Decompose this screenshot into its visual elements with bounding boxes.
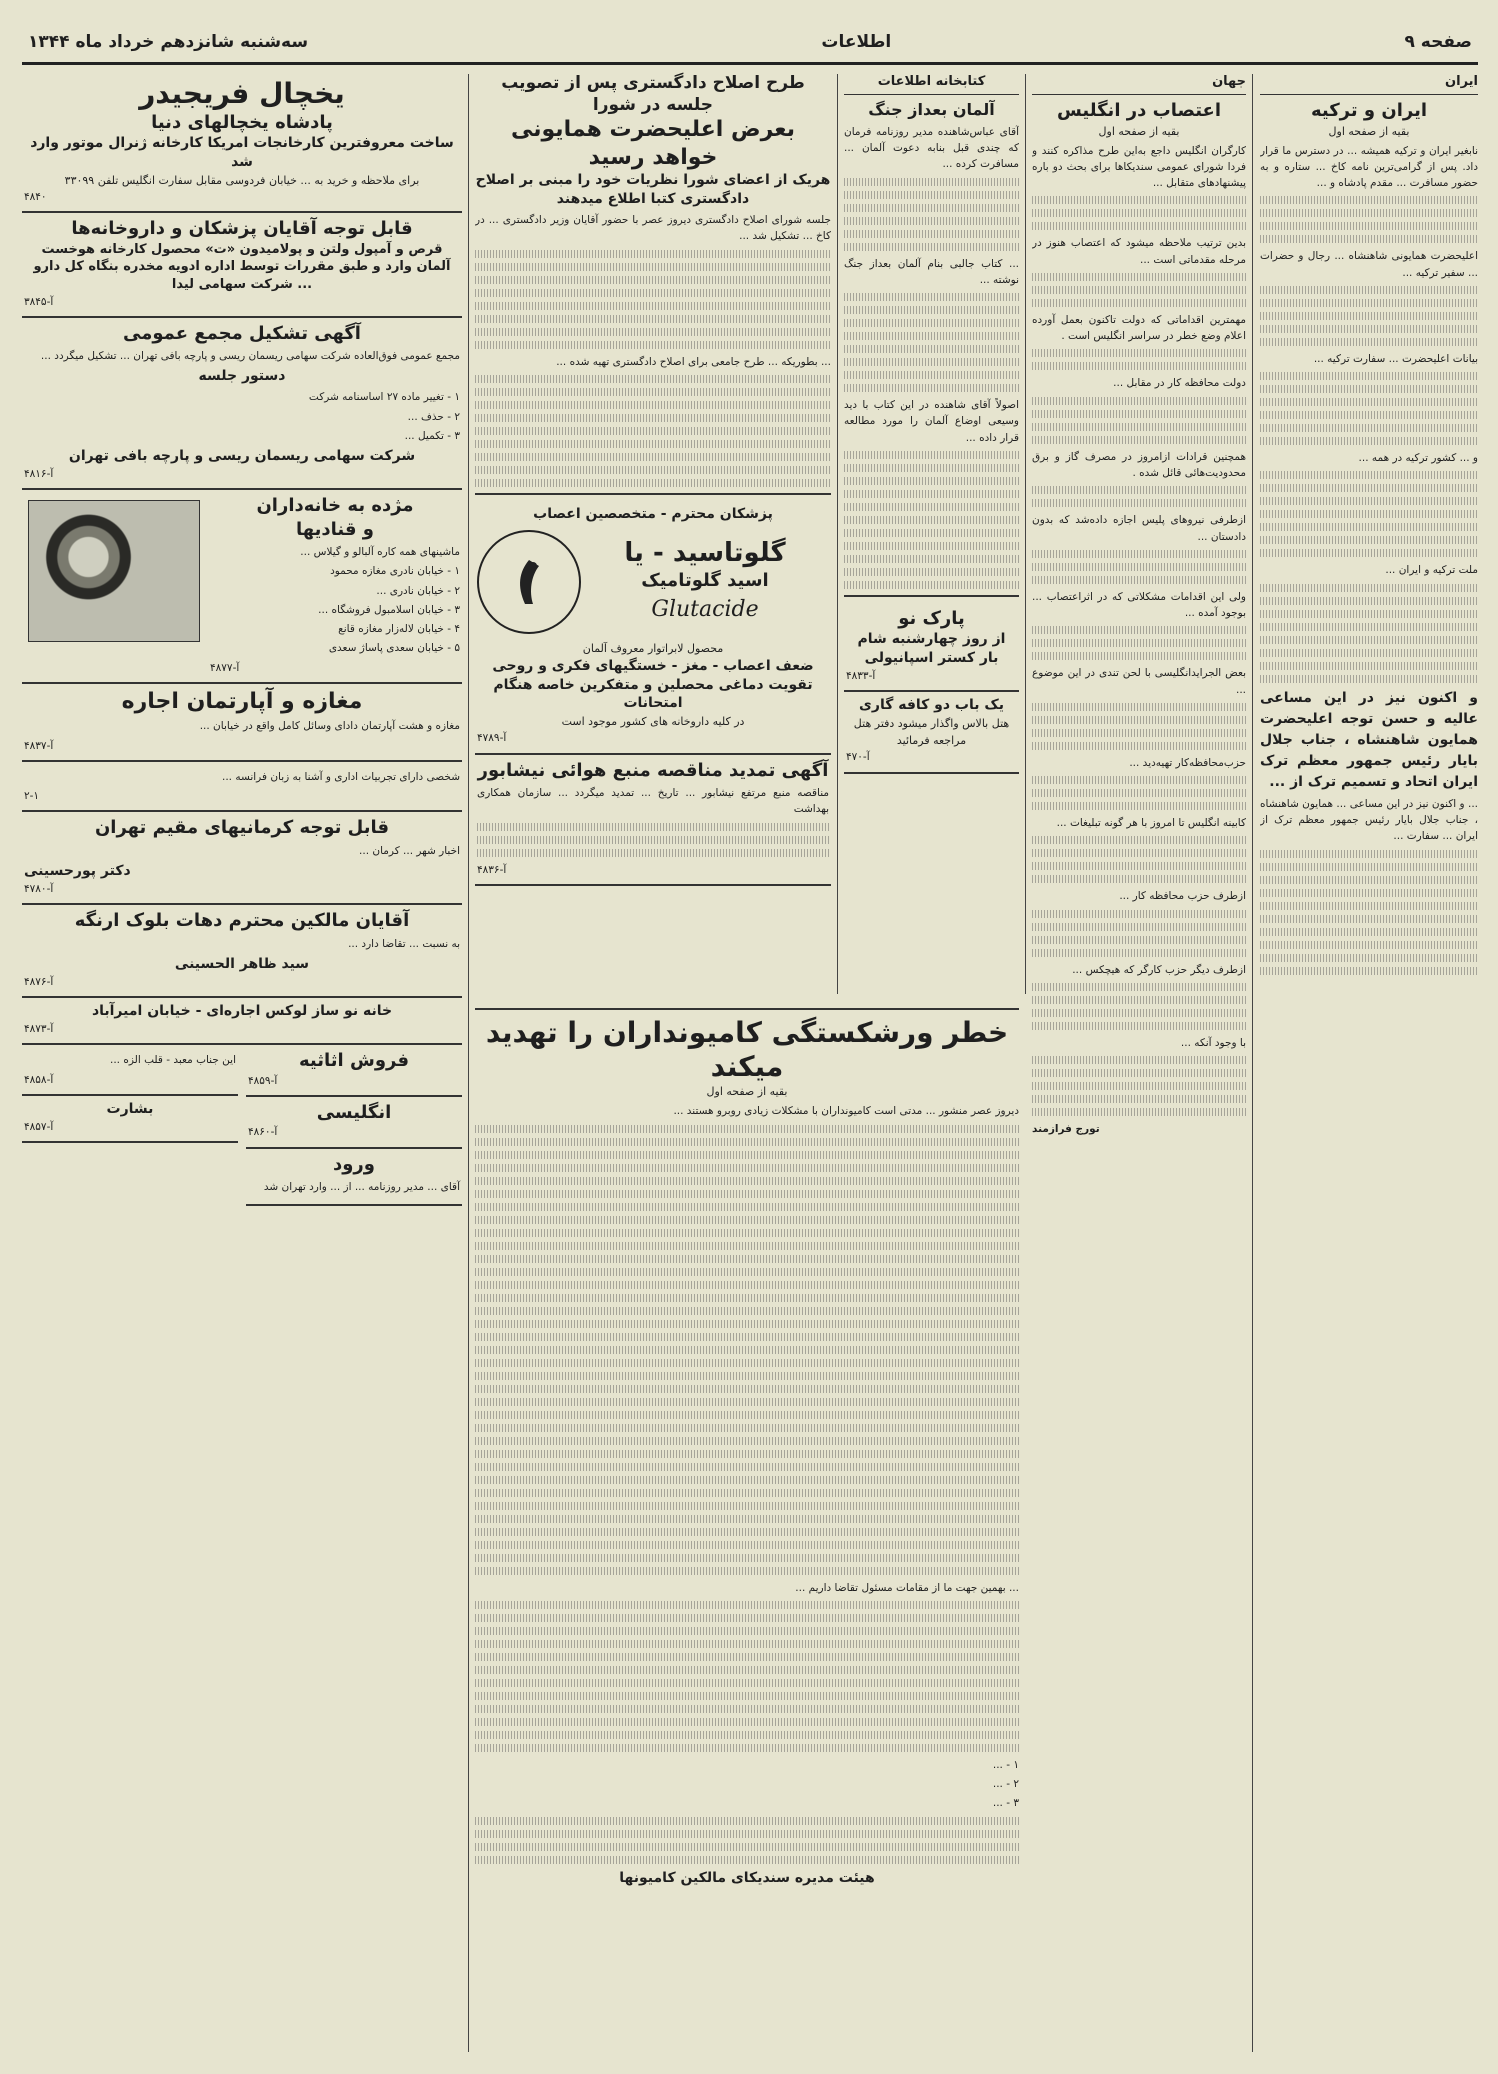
paragraph: ... بهمین جهت ما از مقامات مسئول تقاضا داریم ... [795,1581,1019,1594]
ad-code: آ-۴۷۸۹ [477,732,507,745]
paragraph: کارگران انگلیس داجع به‌این طرح مذاکره کنند و فردا شورای عمومی سندیکاها برای بحث دو باره پیشنهادهای متقابل ... [1032,144,1246,190]
signature: هیئت مدیره سندیکای مالکین کامیونها [619,1869,875,1886]
list-item: ۲ - حذف ... [407,410,460,423]
list-item: ۴ - خیابان لاله‌زار مغازه قانع [338,623,460,636]
ad-title: آگهی تمدید مناقصه منبع هوائی نیشابور [477,759,829,781]
masthead [22,22,1478,65]
ad-title: بشارت [106,1100,154,1117]
paragraph: و ... کشور ترکیه در همه ... [1358,452,1478,465]
ad-code: آ-۴۸۷۷ [210,661,240,674]
ad-furniture [246,1045,462,1097]
ad-body: مجمع عمومی فوق‌العاده شرکت سهامی ریسمان ریسی و پارچه بافی تهران ... تشکیل میگردد ... [40,350,460,363]
continued-note: بقیه از صفحه اول [1098,124,1180,138]
paragraph: آقای عباس‌شاهنده مدیر روزنامه فرمان که چندی قبل بنابه دعوت آلمان ... مسافرت کرده ... [844,125,1019,171]
continued-note: بقیه از صفحه اول [1328,124,1410,138]
paragraph: حزب‌محافظه‌کار تهیه‌دید ... [1129,756,1246,769]
newspaper-page [22,22,1478,2052]
highlight-paragraph: و اکنون نیز در این مساعی عالیه و حسن توجه اعلیحضرت همایون شاهنشاه ، جناب جلال بایار رئیس جمهور معظم ترک ایران اتحاد و تسمیم ترک از ... [1260,689,1478,790]
article-title: ایران و ترکیه [1310,100,1428,122]
ad-cafe [844,692,1019,773]
column-rule [468,74,469,2052]
column-rule [1252,74,1253,2052]
ad-pharmacy [22,213,462,317]
issue-date: سه‌شنبه شانزدهم خرداد ماه ۱۳۴۴ [28,32,309,52]
ad-top: پزشکان محترم - متخصصین اعصاب [533,505,773,522]
ad-code: آ-۴۸۵۸ [24,1073,54,1086]
list-item: ۱ - خیابان نادری مغازه محمود [330,565,460,578]
ad-code: آ-۴۸۳۶ [477,863,507,876]
subheadline: هریک از اعضای شورا نظریات خود را مبنی بر اصلاح [475,172,831,189]
paragraph: ازطرف دیگر حزب کارگر که هیچکس ... [1072,963,1246,976]
ad-sign: سید ظاهر الحسینی [174,955,310,972]
ad-code: آ-۳۸۴۵ [24,295,54,308]
ad-address: برای ملاحظه و خرید به ... خیابان فردوسی مقابل سفارت انگلیس تلفن ۳۳۰۹۹ [64,174,420,188]
subheadline: دادگستری کتبا اطلاع میدهند [556,191,750,208]
paragraph: بعض الجرایدانگلیسی با لحن تندی در این موضوع ... [1032,667,1246,696]
ad-body: قرص و آمپول ولتن و پولامیدون «ت» محصول کارخانه هوخست آلمان وارد و طبق مقررات توسط اداره ادویه مخدره بنگاه کل دارو ... شرکت سهامی لیدا [33,241,451,292]
ad-body: هتل بالاس واگذار میشود دفتر هتل مراجعه فرمائید [853,717,1010,748]
paragraph: اعلیحضرت همایونی شاهنشاه ... رجال و حضرات ... سفیر ترکیه ... [1260,250,1478,279]
page-number: صفحه ۹ [1404,32,1472,52]
ad-title: فروش اثاثیه [299,1050,409,1072]
ad-title: مژده به خانه‌داران [256,495,414,517]
ad-frigidaire [22,72,462,213]
section-label: جهان [1032,72,1246,95]
article-truckers [475,1002,1019,2052]
ad-house-rent [22,998,462,1045]
list-item: ۲ - خیابان نادری ... [376,584,460,597]
ad-code: آ-۴۸۳۳ [846,670,876,683]
ad-general-assembly [22,318,462,491]
list-item: ۳ - تکمیل ... [404,429,460,442]
ad-housewives [22,490,462,684]
ad-title: ورود [333,1153,375,1175]
ad-body: آقای ... مدیر روزنامه ... از ... وارد تهران شد [263,1180,460,1193]
ad-body: شخصی دارای تجربیات اداری و آشنا به زبان فرانسه ... [221,770,460,783]
ad-title: و قنادیها [296,518,374,540]
ad-code: آ-۴۷۰ [846,751,870,764]
headline: بعرض اعلیحضرت همایونی خواهد رسید [511,117,795,170]
ad-code: آ-۴۷۸۰ [24,883,54,896]
section-label: ایران [1260,72,1478,95]
cherry-pitter-photo [28,500,200,642]
ad-body: مناقصه منبع مرتفع نیشابور ... تاریخ ... تمدید میگردد ... سازمان همکاری بهداشت [477,787,829,816]
article-title: آلمان بعداز جنگ [868,100,995,120]
paragraph: دیروز عصر منشور ... مدتی است کامیونداران با مشکلات زیادی روبرو هستند ... [673,1105,1019,1118]
ad-body: محصول لابراتوار معروف آلمان [582,641,724,655]
ad-kermanis [22,812,462,905]
list-item: ۲ - ... [992,1778,1019,1791]
ad-misc [22,1045,238,1096]
ad-body: اخبار شهر ... کرمان ... [359,844,460,857]
paragraph: ... و اکنون نیز در این مساعی ... همایون شاهنشاه ، جناب جلال بایار رئیس جمهور معظم ترک از ایران ... سفارت ... [1260,797,1478,843]
author-signature: تورج فرازمند [1032,1123,1100,1136]
ad-code: آ-۴۸۵۹ [248,1074,278,1087]
ad-body: این جناب معبد - قلب الزه ... [110,1054,236,1067]
headline: طرح اصلاح دادگستری پس از تصویب جلسه در شورا [501,73,805,116]
paragraph: اصولاً آقای شاهنده در این کتاب با دید وسیعی اوضاع آلمان را مورد مطالعه قرار داده ... [844,399,1019,444]
paragraph: جلسه شورای اصلاح دادگستری دیروز عصر با حضور آقایان وزیر دادگستری ... در کاخ ... تشکیل شد ... [475,213,831,243]
article-title: اعتصاب در انگلیس [1056,100,1222,122]
glutacide-logo-icon [477,530,581,634]
ad-code: آ-۴۸۶۰ [248,1126,278,1139]
paragraph: مهمترین اقداماتی که دولت تاکنون بعمل آورده اعلام وضع خطر در سراسر انگلیس است . [1032,313,1246,343]
ad-title: یک باب دو کافه گاری [859,697,1004,714]
ad-body: به نسبت ... تقاضا دارد ... [348,937,460,950]
ad-title: قابل توجه کرمانیهای مقیم تهران [94,817,390,839]
ad-park-no [844,603,1019,692]
ad-latin-name: Glutacide [651,596,759,622]
paragraph: دولت محافظه کار در مقابل ... [1113,377,1246,390]
paragraph: ... کتاب جالبی بنام آلمان بعداز جنگ نوشته ... [844,257,1019,286]
ad-arrival [246,1149,462,1207]
column-rule [1025,74,1026,994]
column-ads [22,72,462,2052]
paragraph: بیانات اعلیحضرت ... سفارت ترکیه ... [1313,352,1478,365]
ad-title: یخچال فریجیدر [139,77,345,110]
ad-sign: دکتر پورحسینی [24,863,131,880]
ad-code: آ-۴۸۱۶ [24,468,54,481]
column-library [844,72,1019,992]
paragraph: ازطرفی نیروهای پلیس اجازه داده‌شد که بدون دادستان ... [1032,514,1246,543]
headline: خطر ورشکستگی کامیونداران را تهدید میکند [485,1016,1009,1083]
ad-landowners [22,905,462,998]
ad-code: آ-۴۸۳۷ [24,739,54,752]
paragraph: ازطرف حزب محافظه کار ... [1119,890,1246,903]
continued-note: بقیه از صفحه اول [706,1085,788,1099]
ad-job [22,762,462,813]
column-rule [837,74,838,994]
ad-title: گلوتاسید - یا [624,537,786,568]
ad-title: انگلیسی [316,1101,392,1123]
ad-body: از روز چهارشنبه شام بار کستر اسپانیولی [857,631,1006,667]
paragraph: نابغیر ایران و ترکیه همیشه ... در دسترس ما قرار داد. پس از گرامی‌ترین نامه کاخ ... ستاره و به حضور مسافرت ... مقدم پادشاه و ... [1260,144,1478,190]
ad-sign: شرکت سهامی ریسمان ریسی و پارچه بافی تهران [68,448,416,465]
ad-title: آقایان مالکین محترم دهات بلوک ارنگه [74,910,410,932]
ad-body: مغازه و هشت آپارتمان دادای وسائل کامل واقع در خیابان ... [199,720,460,733]
paragraph: همچنین قرادات ازامروز در مصرف گاز و برق محدودیت‌هائی قائل شده . [1032,450,1246,479]
ad-body: ضعف اعصاب - مغز - خستگیهای فکری و روحی [492,657,814,674]
list-item: ۳ - خیابان اسلامبول فروشگاه ... [318,603,460,616]
ad-tender [475,755,831,886]
ad-title: پارک نو [898,607,965,629]
paragraph: کابینه انگلیس تا امروز با هر گونه تبلیغات ... [1056,817,1246,830]
ad-body: در کلیه داروخانه های کشور موجود است [561,715,745,729]
ad-code: آ-۴۸۷۳ [24,1023,54,1035]
ad-good-news [22,1096,238,1143]
list-item: ۱ - ... [992,1758,1019,1771]
paragraph: ... بطوریکه ... طرح جامعی برای اصلاح دادگستری تهیه شده ... [556,355,831,368]
ad-code: ۴۸۴۰ [24,191,47,204]
column-center [475,72,831,992]
ad-body: ساخت معروفترین کارخانجات امریکا کارخانه ژنرال موتور وارد شد [30,135,454,171]
ad-english [246,1097,462,1149]
column-iran [1260,72,1478,2052]
list-item: ۱ - تغییر ماده ۲۷ اساسنامه شرکت [308,391,460,404]
ad-title: اسید گلوتامیک [641,570,769,592]
paper-name: اطلاعات [821,32,892,52]
ads-small-row [22,1045,462,1206]
ad-code: آ-۴۸۵۷ [24,1120,54,1133]
ad-title: آگهی تشکیل مجمع عمومی [123,322,361,344]
ad-code: آ-۴۸۷۶ [24,975,54,988]
ad-agenda-title: دستور جلسه [198,368,286,385]
ad-body: تقویت دماغی محصلین و متفکرین خاصه هنگام امتحانات [493,676,813,712]
ad-subtitle: پادشاه یخچالهای دنیا [151,112,333,133]
list-item: ۳ - ... [992,1797,1019,1810]
ad-glutacide [475,501,831,755]
paragraph: بدین ترتیب ملاحظه میشود که اعتصاب هنوز در مرحله مقدماتی است ... [1032,237,1246,266]
ad-title: خانه نو ساز لوکس اجاره‌ای - خیابان امیرآباد [91,1003,393,1020]
ad-title: مغازه و آپارتمان اجاره [121,688,363,714]
column-world [1032,72,1246,2052]
ad-body: ماشینهای همه کاره آلبالو و گیلاس ... [300,546,460,559]
paragraph: ملت ترکیه و ایران ... [1385,564,1478,577]
ad-code: ۲-۱ [24,790,40,803]
list-item: ۵ - خیابان سعدی پاساژ سعدی [328,642,460,655]
ad-shop-rent [22,684,462,762]
ad-title: قابل توجه آقایان پزشکان و داروخانه‌ها [71,218,413,240]
section-label: کتابخانه اطلاعات [844,72,1019,95]
paragraph: با وجود آنکه ... [1180,1036,1246,1049]
paragraph: ولی این اقدامات مشکلاتی که در اثراعتصاب ... بوجود آمده ... [1032,590,1246,620]
